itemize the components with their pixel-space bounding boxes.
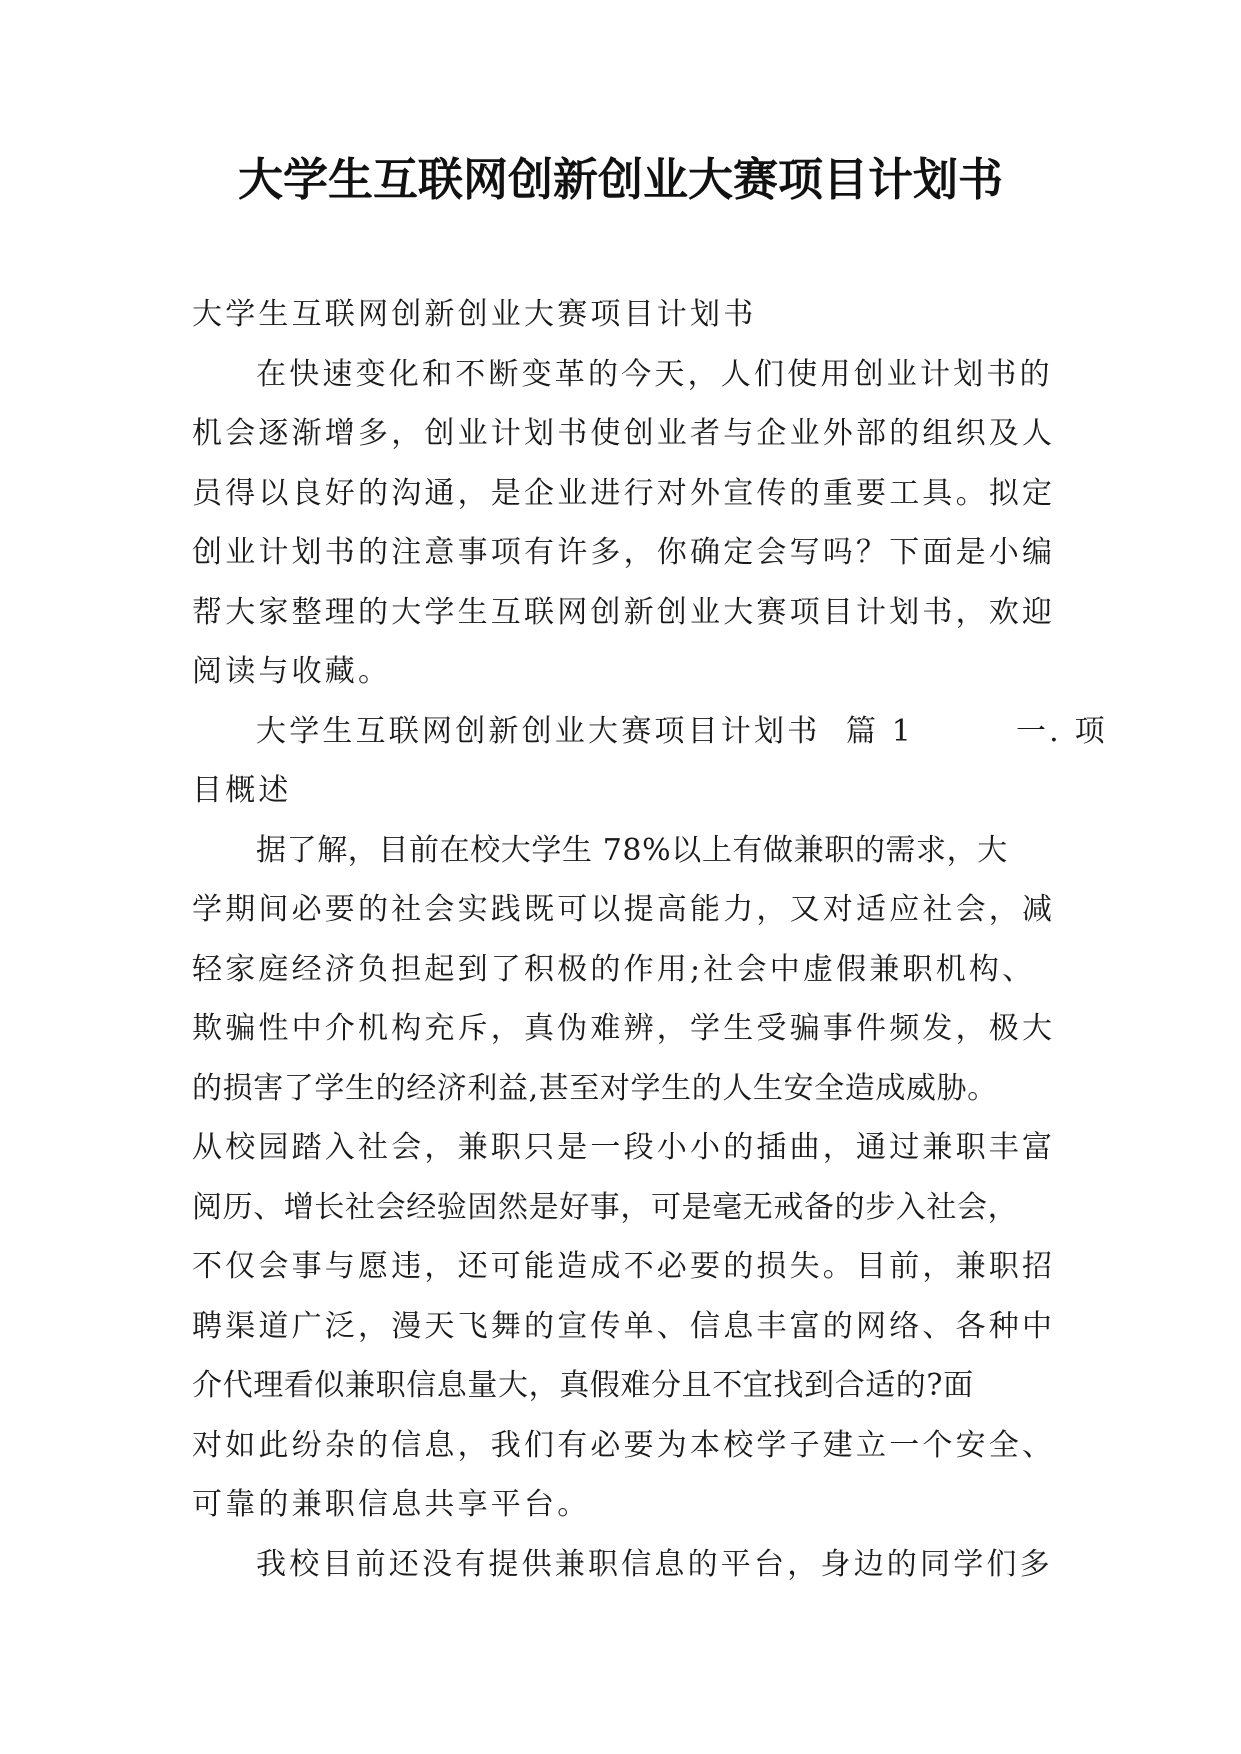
body-line: 不仅会事与愿违，还可能造成不必要的损失。目前，兼职招 [192, 1249, 1056, 1284]
body-line: 介代理看似兼职信息量大，真假难分且不宜找到合适的?面 [192, 1368, 974, 1403]
document-title: 大学生互联网创新创业大赛项目计划书 [237, 153, 1003, 206]
body-line: 据了解，目前在校大学生 78%以上有做兼职的需求，大 [256, 832, 1008, 868]
body-line: 我校目前还没有提供兼职信息的平台，身边的同学们多 [256, 1546, 1053, 1582]
body-line: 可靠的兼职信息共享平台。 [192, 1487, 591, 1522]
body-line: 阅读与收藏。 [192, 654, 392, 689]
body-line: 从校园踏入社会，兼职只是一段小小的插曲，通过兼职丰富 [192, 1130, 1056, 1165]
body-line: 大学生互联网创新创业大赛项目计划书 [192, 297, 757, 332]
body-line: 轻家庭经济负担起到了积极的作用;社会中虚假兼职机构、 [192, 951, 1036, 987]
body-line: 阅历、增长社会经验固然是好事，可是毫无戒备的步入社会， [192, 1189, 1019, 1225]
body-line: 目概述 [192, 773, 292, 808]
body-line: 对如此纷杂的信息，我们有必要为本校学子建立一个安全、 [192, 1427, 1056, 1463]
body-line: 在快速变化和不断变革的今天，人们使用创业计划书的 [256, 356, 1053, 392]
body-line: 欺骗性中介机构充斥，真伪难辨，学生受骗事件频发，极大 [192, 1011, 1056, 1046]
body-line: 机会逐渐增多，创业计划书使创业者与企业外部的组织及人 [192, 416, 1056, 451]
body-line: 的损害了学生的经济利益,甚至对学生的人生安全造成威胁。 [192, 1070, 998, 1106]
body-line: 员得以良好的沟通，是企业进行对外宣传的重要工具。拟定 [192, 475, 1056, 511]
body-line: 学期间必要的社会实践既可以提高能力，又对适应社会，减 [192, 892, 1056, 927]
body-line: 大学生互联网创新创业大赛项目计划书 篇 1 一. 项 [256, 713, 1108, 749]
body-line: 帮大家整理的大学生互联网创新创业大赛项目计划书，欢迎 [192, 594, 1056, 630]
body-line: 聘渠道广泛，漫天飞舞的宣传单、信息丰富的网络、各种中 [192, 1308, 1056, 1344]
document-body [192, 285, 1108, 1594]
body-line: 创业计划书的注意事项有许多，你确定会写吗？下面是小编 [192, 535, 1056, 570]
